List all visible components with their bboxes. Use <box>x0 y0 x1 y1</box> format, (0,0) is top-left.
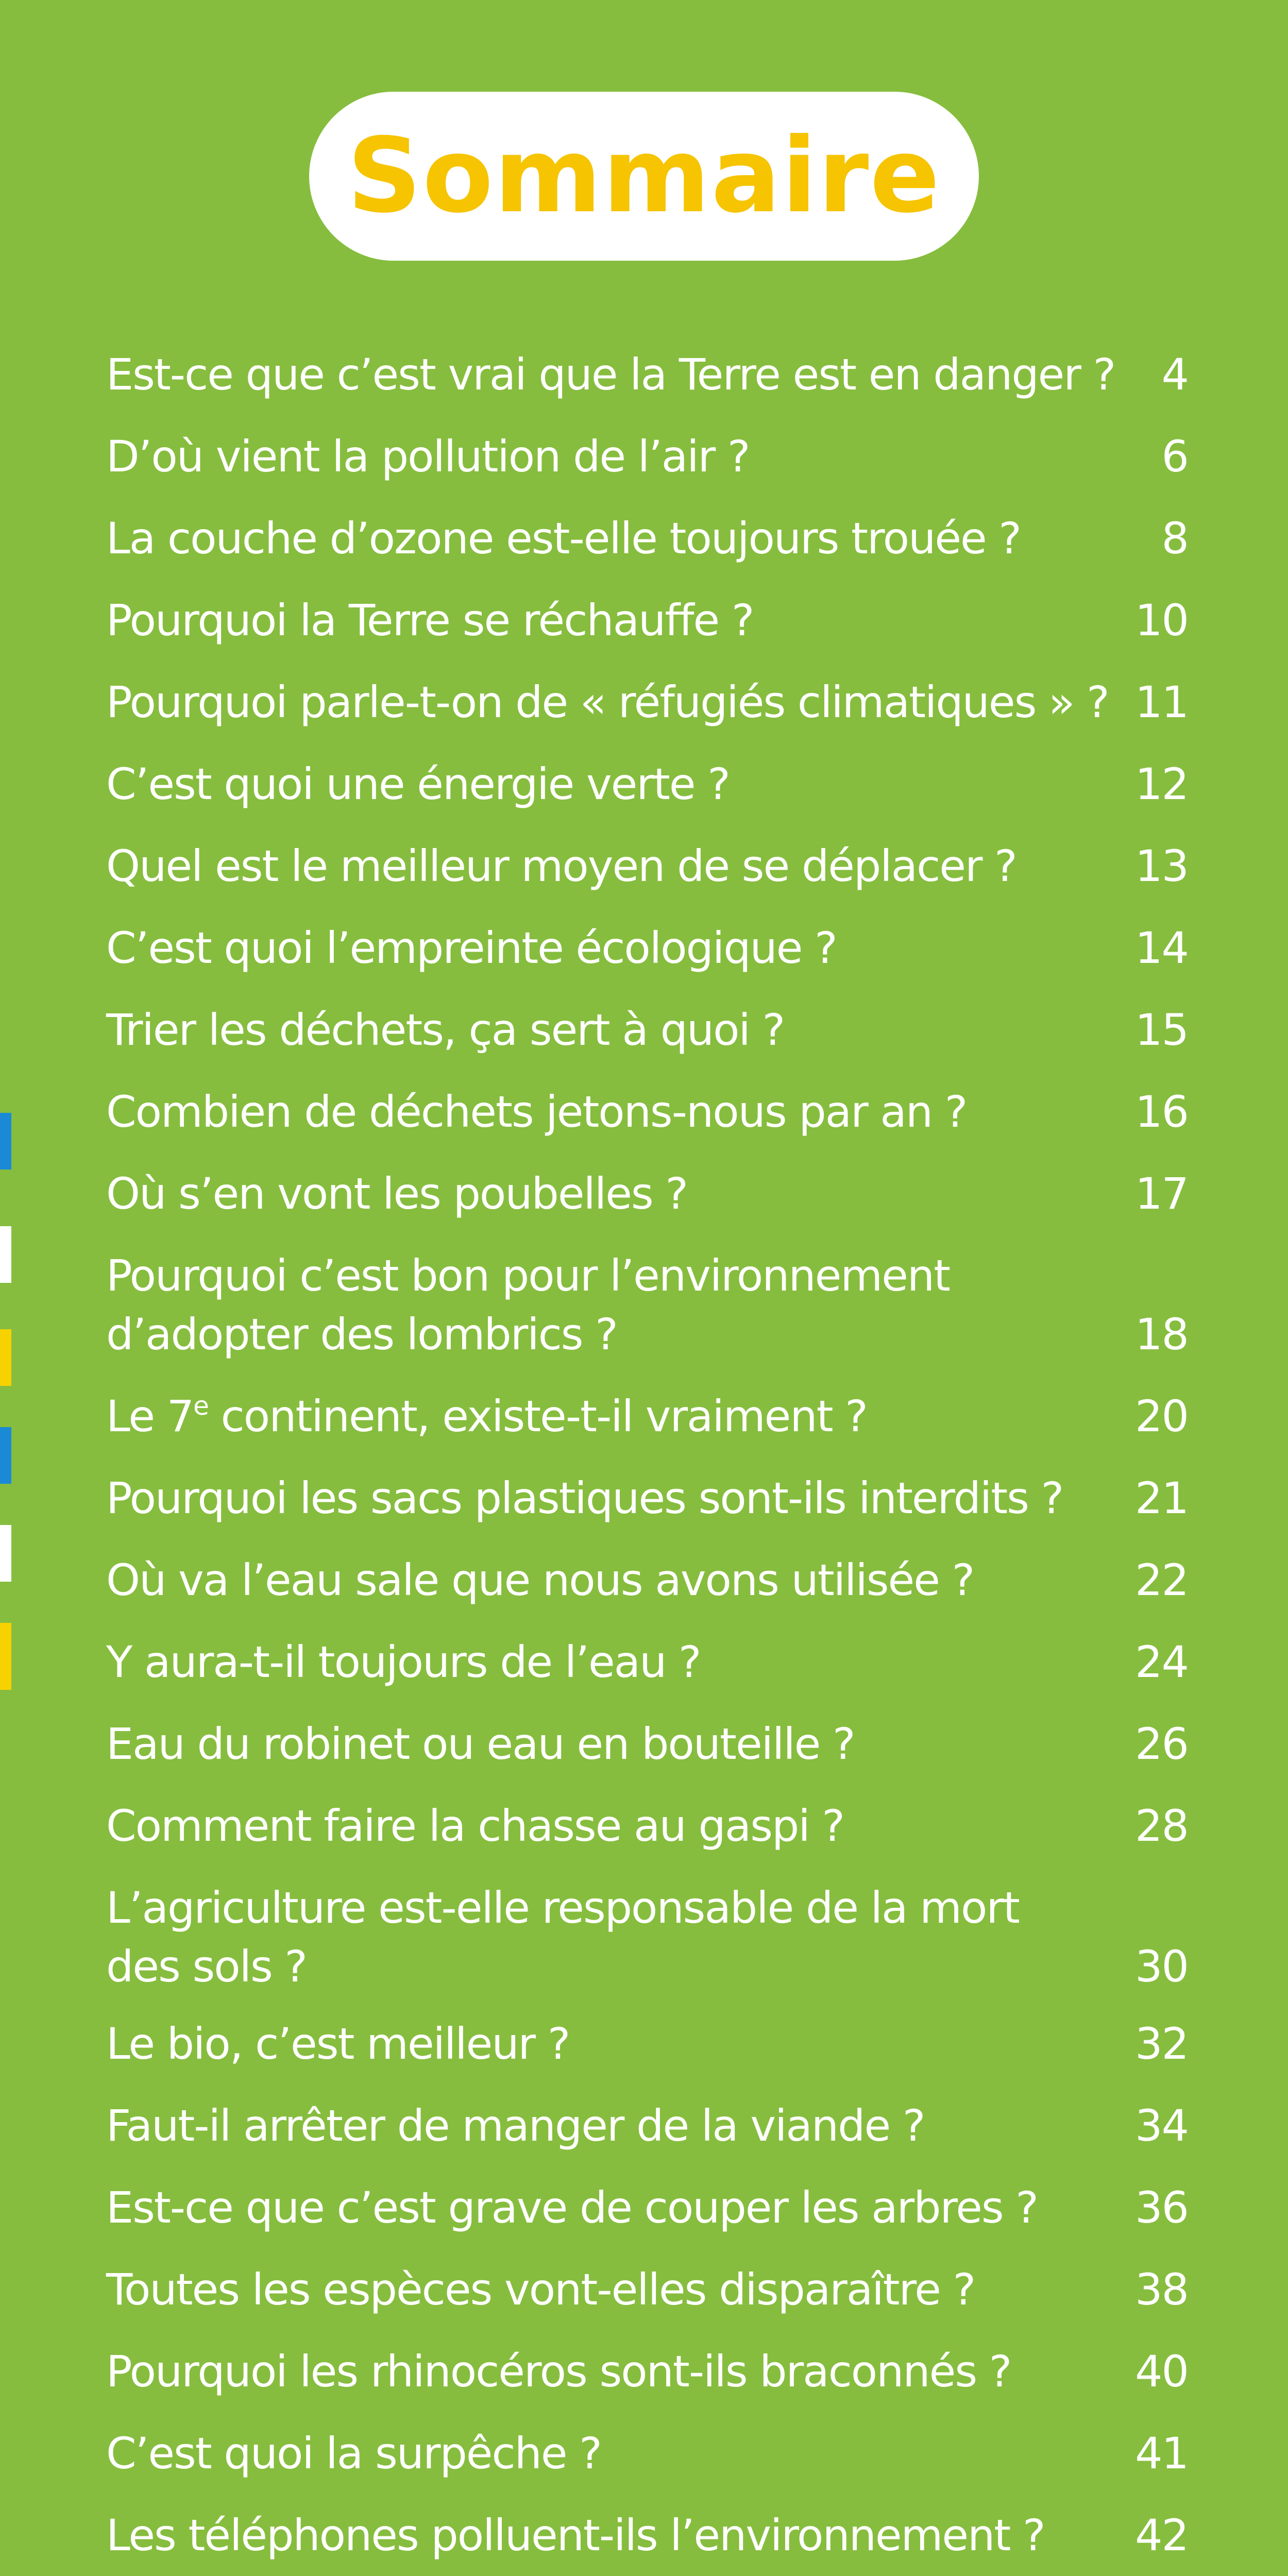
toc-entry-page: 26 <box>1135 1719 1188 1769</box>
toc-entry-page: 30 <box>1135 1941 1188 1992</box>
toc-entry-page: 14 <box>1135 923 1188 973</box>
toc-entry[interactable] <box>106 1878 1188 1996</box>
toc-entry-text: Où s’en vont les poubelles ? <box>106 1168 687 1219</box>
toc-entry-text: Comment faire la chasse au gaspi ? <box>106 1801 844 1851</box>
toc-entry[interactable] <box>106 509 1188 568</box>
toc-entry-page: 10 <box>1135 595 1188 646</box>
toc-entry[interactable] <box>106 1633 1188 1691</box>
toc-entry[interactable] <box>106 919 1188 977</box>
toc-entry-text: C’est quoi la surpêche ? <box>106 2428 601 2479</box>
side-tab-blue-1 <box>0 1113 11 1170</box>
side-tab-yellow-1 <box>0 1329 11 1386</box>
toc-entry-page: 34 <box>1135 2100 1188 2151</box>
toc-entry[interactable] <box>106 1082 1188 1141</box>
toc-entry-page: 4 <box>1161 349 1188 400</box>
toc-entry-text: La couche d’ozone est-elle toujours trouée ? <box>106 513 1021 564</box>
toc-entry-text: Y aura-t-il toujours de l’eau ? <box>106 1637 701 1687</box>
toc-entry[interactable] <box>106 2506 1188 2565</box>
side-tab-white-1 <box>0 1226 11 1283</box>
toc-entry[interactable] <box>106 1715 1188 1773</box>
toc-entry-text: Faut-il arrêter de manger de la viande ? <box>106 2100 925 2151</box>
page-title: Sommaire <box>347 116 941 236</box>
title-pill <box>309 92 979 261</box>
toc-entry[interactable] <box>106 2178 1188 2237</box>
toc-entry[interactable] <box>106 1164 1188 1223</box>
toc-entry[interactable] <box>106 2342 1188 2401</box>
toc-entry[interactable] <box>106 1551 1188 1609</box>
toc-entry-page: 11 <box>1135 677 1188 727</box>
toc-entry-text-part: continent, existe-t-il vraiment ? <box>208 1391 867 1442</box>
side-tab-white-2 <box>0 1525 11 1582</box>
toc-entry[interactable] <box>106 1469 1188 1528</box>
toc-entry-text-part: Le 7 <box>106 1391 194 1442</box>
toc-entry[interactable] <box>106 591 1188 650</box>
superscript-e: e <box>193 1391 208 1421</box>
toc-entry-page: 6 <box>1161 431 1188 482</box>
toc-entry-text: C’est quoi une énergie verte ? <box>106 759 730 809</box>
toc-entry-text: Où va l’eau sale que nous avons utilisée ? <box>106 1555 974 1605</box>
toc-entry-text: Les téléphones polluent-ils l’environnement ? <box>106 2510 1045 2561</box>
toc-entry[interactable] <box>106 1246 1188 1364</box>
toc-entry-text: Eau du robinet ou eau en bouteille ? <box>106 1719 855 1769</box>
toc-entry[interactable] <box>106 2096 1188 2155</box>
toc-entry-text: Combien de déchets jetons-nous par an ? <box>106 1087 967 1137</box>
side-tab-yellow-2 <box>0 1623 11 1690</box>
toc-entry[interactable] <box>106 2014 1188 2073</box>
toc-entry-text: L’agriculture est-elle responsable de la mort des sols ? <box>106 1883 1019 1992</box>
toc-entry-page: 15 <box>1135 1005 1188 1055</box>
toc-entry-text: Pourquoi la Terre se réchauffe ? <box>106 595 754 646</box>
toc-entry-page: 41 <box>1135 2428 1188 2479</box>
toc-entry-text: C’est quoi l’empreinte écologique ? <box>106 923 837 973</box>
toc-entry-page: 20 <box>1135 1391 1188 1442</box>
toc-entry-page: 13 <box>1135 841 1188 891</box>
toc-entry-page: 40 <box>1135 2346 1188 2397</box>
toc-entry-text <box>106 1387 1116 1446</box>
toc-entry-page: 8 <box>1161 513 1188 564</box>
toc-entry-text: Pourquoi c’est bon pour l’environnement d’adopter des lombrics ? <box>106 1250 950 1360</box>
toc-entry-page: 16 <box>1135 1087 1188 1137</box>
toc-entry-text: Est-ce que c’est vrai que la Terre est en danger ? <box>106 349 1115 400</box>
toc-entry[interactable] <box>106 427 1188 486</box>
toc-entry[interactable] <box>106 1387 1188 1446</box>
toc-entry-page: 32 <box>1135 2019 1188 2069</box>
toc-entry-page: 24 <box>1135 1637 1188 1687</box>
toc-entry-text: Trier les déchets, ça sert à quoi ? <box>106 1005 785 1055</box>
toc-entry[interactable] <box>106 345 1188 404</box>
toc-entry-text: Le bio, c’est meilleur ? <box>106 2019 570 2069</box>
side-tab-blue-2 <box>0 1427 11 1484</box>
toc-entry-text: Est-ce que c’est grave de couper les arbres ? <box>106 2182 1038 2233</box>
toc-entry-text: Pourquoi les rhinocéros sont-ils braconnés ? <box>106 2346 1011 2397</box>
toc-entry[interactable] <box>106 673 1188 732</box>
toc-entry-page: 36 <box>1135 2182 1188 2233</box>
toc-entry[interactable] <box>106 1797 1188 1855</box>
toc-entry[interactable] <box>106 2424 1188 2483</box>
toc-entry-page: 42 <box>1135 2510 1188 2561</box>
toc-entry-page: 22 <box>1135 1555 1188 1605</box>
toc-entry-page: 38 <box>1135 2264 1188 2315</box>
toc-entry-page: 17 <box>1135 1168 1188 1219</box>
toc-entry-page: 12 <box>1135 759 1188 809</box>
toc-entry-text: Pourquoi les sacs plastiques sont-ils interdits ? <box>106 1473 1063 1523</box>
toc-entry-page: 18 <box>1135 1309 1188 1360</box>
toc-entry-text: Quel est le meilleur moyen de se déplacer ? <box>106 841 1016 891</box>
toc-entry[interactable] <box>106 837 1188 895</box>
toc-entry[interactable] <box>106 2260 1188 2319</box>
toc-entry-page: 21 <box>1135 1473 1188 1523</box>
toc-entry-text: Toutes les espèces vont-elles disparaître ? <box>106 2264 975 2315</box>
toc-entry[interactable] <box>106 1001 1188 1059</box>
toc-entry-text: Pourquoi parle-t-on de « réfugiés climatiques » ? <box>106 677 1109 727</box>
toc-entry[interactable] <box>106 755 1188 814</box>
toc-entry-text: D’où vient la pollution de l’air ? <box>106 431 750 482</box>
toc-entry-page: 28 <box>1135 1801 1188 1851</box>
